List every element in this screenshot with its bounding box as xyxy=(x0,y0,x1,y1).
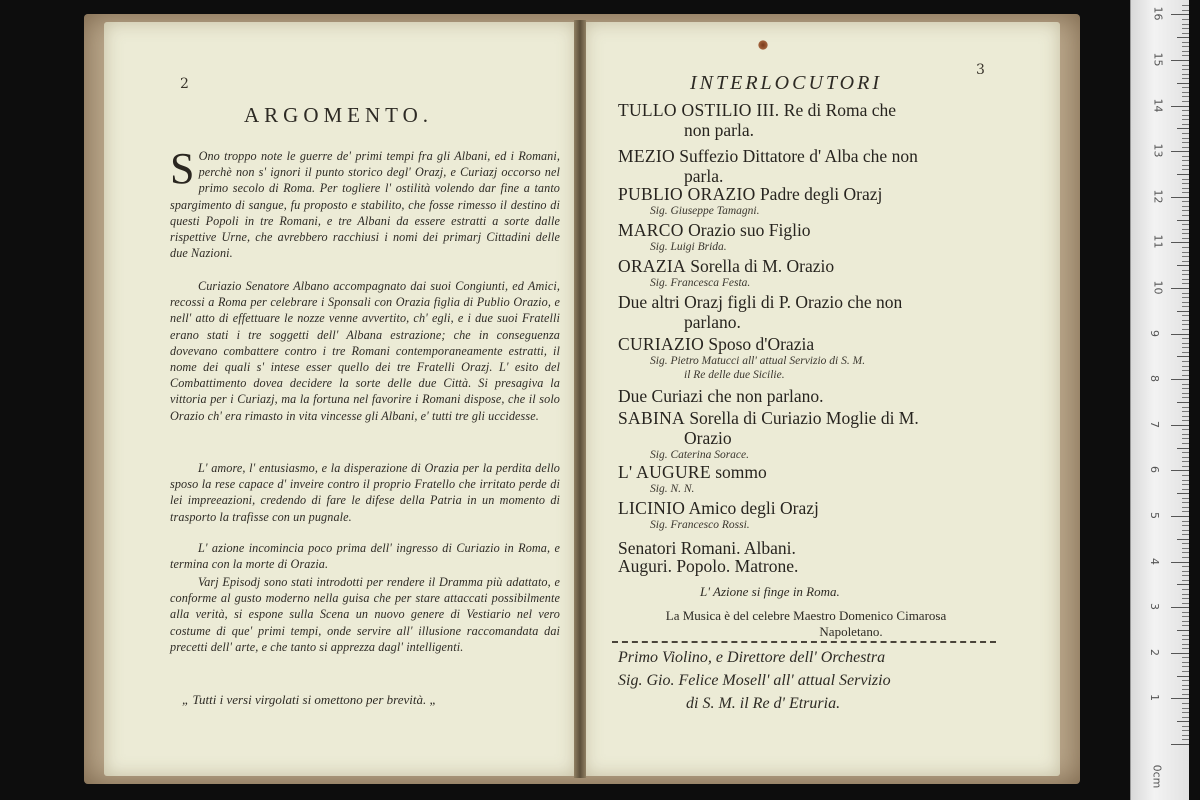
ruler-tick xyxy=(1182,666,1189,667)
character-description: Sorella di M. Orazio xyxy=(690,256,835,276)
cast-entry xyxy=(618,408,1048,462)
character-description: Orazio suo Figlio xyxy=(688,220,811,240)
ruler-tick xyxy=(1182,489,1189,490)
ruler-tick xyxy=(1182,256,1189,257)
character-name: MEZIO xyxy=(618,146,675,166)
ruler-tick xyxy=(1182,416,1189,417)
ruler-tick xyxy=(1171,607,1189,608)
singer-name: Sig. Caterina Sorace. xyxy=(650,449,750,461)
ruler-tick xyxy=(1182,507,1189,508)
character-description: sommo xyxy=(715,462,767,482)
ruler-tick xyxy=(1182,210,1189,211)
ruler-tick xyxy=(1182,461,1189,462)
ruler-tick xyxy=(1171,14,1189,15)
ruler-tick xyxy=(1182,156,1189,157)
ruler-tick xyxy=(1177,265,1189,266)
ruler-label: 14 xyxy=(1151,98,1165,113)
character-description: Due Curiazi che non parlano. xyxy=(618,386,824,406)
ruler-tick xyxy=(1182,65,1189,66)
ruler-label: 6 xyxy=(1148,466,1161,474)
character-description: Padre degli Orazj xyxy=(759,184,883,204)
character-name: LICINIO xyxy=(618,498,686,518)
ruler-tick xyxy=(1182,621,1189,622)
ruler-tick xyxy=(1177,402,1189,403)
cast-role xyxy=(618,256,834,276)
ruler-tick xyxy=(1182,589,1189,590)
ruler-tick xyxy=(1182,612,1189,613)
ruler-tick xyxy=(1177,448,1189,449)
ruler-tick xyxy=(1182,384,1189,385)
right-page-number: 3 xyxy=(976,62,985,78)
ruler-tick xyxy=(1182,434,1189,435)
ruler-tick xyxy=(1182,575,1189,576)
ruler-tick xyxy=(1171,60,1189,61)
ruler-tick xyxy=(1177,676,1189,677)
cast-role xyxy=(618,292,902,312)
cast-role xyxy=(618,220,811,240)
character-description: Amico degli Orazj xyxy=(688,498,819,518)
ruler-label: 2 xyxy=(1148,648,1161,656)
cast-entry xyxy=(618,556,1048,576)
ruler-tick xyxy=(1182,320,1189,321)
ruler-tick xyxy=(1182,598,1189,599)
ruler-tick xyxy=(1177,356,1189,357)
character-description: Senatori Romani. Albani. xyxy=(618,538,796,558)
ruler-tick xyxy=(1182,297,1189,298)
ruler-tick xyxy=(1182,639,1189,640)
ruler-label: 12 xyxy=(1151,189,1165,204)
ruler-tick xyxy=(1182,165,1189,166)
ruler-tick xyxy=(1182,28,1189,29)
ruler-tick xyxy=(1182,87,1189,88)
ruler-tick xyxy=(1182,685,1189,686)
ruler-tick xyxy=(1182,160,1189,161)
ruler-tick xyxy=(1182,133,1189,134)
ruler-label: 15 xyxy=(1151,52,1165,67)
ruler-tick xyxy=(1182,429,1189,430)
paragraph-1 xyxy=(170,144,560,261)
credit-line-1: Primo Violino, e Direttore dell' Orchestra xyxy=(618,649,886,666)
singer-name: Sig. Francesca Festa. xyxy=(650,277,751,289)
paragraph-1-text: Ono troppo note le guerre de' primi tempi fra gli Albani, ed i Romani, perchè non s' ignori il punto storico degl' Orazj, e Curiazj occorso nel primo secolo di Roma. Per togliere l' ostilità volendo dar fine a tanto spargimento di sangue, fu proposto e stabilito, che fosse rimesso il destino di questi Popoli in tre Romani, e tre Albani da essere estratti a sorte dalle rispettive Urne, che avrebbero racchiusi i nomi dei primarj Cittadini delle due Nazioni. xyxy=(170,149,560,261)
ruler-tick xyxy=(1182,438,1189,439)
cast-role xyxy=(618,556,798,576)
character-name: PUBLIO ORAZIO xyxy=(618,184,756,204)
ruler-unit-label: 0cm xyxy=(1150,764,1164,789)
interlocutori-title: INTERLOCUTORI xyxy=(690,72,882,94)
measurement-ruler xyxy=(1130,0,1189,800)
description-continuation: Orazio xyxy=(684,428,732,448)
ruler-label: 10 xyxy=(1151,280,1165,295)
ruler-tick xyxy=(1182,147,1189,148)
ruler-tick xyxy=(1182,78,1189,79)
ruler-tick xyxy=(1182,717,1189,718)
footnote: „ Tutti i versi virgolati si omettono per brevità. „ xyxy=(182,692,437,707)
ruler-tick xyxy=(1182,502,1189,503)
ruler-tick xyxy=(1182,352,1189,353)
credit-line-3: di S. M. il Re d' Etruria. xyxy=(686,695,841,712)
ruler-tick xyxy=(1182,530,1189,531)
ruler-tick xyxy=(1182,293,1189,294)
cast-entry xyxy=(618,184,1048,218)
singer-name: Sig. Giuseppe Tamagni. xyxy=(650,205,760,217)
ruler-tick xyxy=(1182,366,1189,367)
ruler-tick xyxy=(1182,671,1189,672)
ruler-tick xyxy=(1182,183,1189,184)
character-description: Sposo d'Orazia xyxy=(708,334,815,354)
ruler-label: 4 xyxy=(1148,557,1161,565)
ruler-tick xyxy=(1182,142,1189,143)
ruler-label: 7 xyxy=(1148,420,1161,428)
ruler-tick xyxy=(1182,169,1189,170)
ruler-label: 5 xyxy=(1148,512,1161,519)
ruler-tick xyxy=(1182,324,1189,325)
ruler-tick xyxy=(1182,247,1189,248)
ruler-tick xyxy=(1177,539,1189,540)
ruler-tick xyxy=(1171,744,1189,745)
ruler-tick xyxy=(1182,648,1189,649)
ruler-tick xyxy=(1182,484,1189,485)
cast-role xyxy=(618,386,824,406)
ruler-tick xyxy=(1182,279,1189,280)
ruler-tick xyxy=(1182,51,1189,52)
ruler-tick xyxy=(1171,151,1189,152)
cast-role xyxy=(618,334,814,354)
paragraph-2: Curiazio Senatore Albano accompagnato dai suoi Congiunti, ed Amici, recossi a Roma per celebrare i Sponsali con Orazia figlia di Publio Orazio, e nell' atto di effettuare le nozze venne avvertito, ch' egli, e i due suoi Fratelli erano stati i tre soggetti dell' Albana estrazione; che in conseguenza dovevano combattere contro i tre Romani contemporaneamente estratti, il nome dei quali s' intese esser quello dei tre Fratelli Orazj. L' esito del Combattimento dovea decidere la sorte delle due Città. Si presagiva la vittoria per i Curiazj, ma la fortuna nel favorire i Romani dispose, che il solo Orazio ch' era rimasto in vita vincesse gli Albani, e' tutti tre gli uccidesse. xyxy=(170,279,560,423)
cast-entry xyxy=(618,334,1048,382)
ruler-tick xyxy=(1177,584,1189,585)
drop-cap: S xyxy=(170,144,195,193)
ruler-tick xyxy=(1182,252,1189,253)
ruler-tick xyxy=(1182,55,1189,56)
ruler-tick xyxy=(1182,571,1189,572)
ruler-label: 11 xyxy=(1151,234,1165,249)
ruler-tick xyxy=(1182,525,1189,526)
ruler-tick xyxy=(1182,338,1189,339)
ruler-tick xyxy=(1182,274,1189,275)
ruler-tick xyxy=(1177,83,1189,84)
music-credit xyxy=(616,608,996,640)
ruler-tick xyxy=(1177,721,1189,722)
ruler-tick xyxy=(1182,694,1189,695)
ruler-tick xyxy=(1182,730,1189,731)
ruler-tick xyxy=(1182,306,1189,307)
cast-role xyxy=(618,146,918,166)
ruler-tick xyxy=(1182,703,1189,704)
cast-role xyxy=(618,100,896,120)
ruler-tick xyxy=(1177,174,1189,175)
ruler-tick xyxy=(1182,261,1189,262)
ruler-tick xyxy=(1182,188,1189,189)
cast-entry xyxy=(618,256,1048,290)
ruler-tick xyxy=(1182,739,1189,740)
ruler-tick xyxy=(1182,233,1189,234)
ruler-tick xyxy=(1182,42,1189,43)
ruler-tick xyxy=(1182,375,1189,376)
setting-line: L' Azione si finge in Roma. xyxy=(700,584,840,599)
ruler-tick xyxy=(1182,521,1189,522)
ruler-tick xyxy=(1182,224,1189,225)
ruler-tick xyxy=(1182,138,1189,139)
character-name: MARCO xyxy=(618,220,684,240)
book-gutter xyxy=(574,20,586,778)
ruler-tick xyxy=(1182,388,1189,389)
ruler-tick xyxy=(1182,708,1189,709)
ruler-tick xyxy=(1182,594,1189,595)
ruler-tick xyxy=(1182,552,1189,553)
ruler-tick xyxy=(1182,329,1189,330)
ruler-tick xyxy=(1182,115,1189,116)
ruler-label: 3 xyxy=(1148,603,1161,611)
ruler-tick xyxy=(1182,475,1189,476)
description-continuation: non parla. xyxy=(684,120,754,140)
ruler-tick xyxy=(1182,411,1189,412)
ruler-tick xyxy=(1182,466,1189,467)
ruler-tick xyxy=(1182,5,1189,6)
ruler-tick xyxy=(1182,74,1189,75)
ruler-tick xyxy=(1182,192,1189,193)
cast-role xyxy=(618,408,919,428)
character-name: TULLO OSTILIO III. xyxy=(618,100,780,120)
ruler-tick xyxy=(1171,106,1189,107)
character-description: Due altri Orazj figli di P. Orazio che non xyxy=(618,292,903,312)
cast-entry xyxy=(618,146,1048,186)
ruler-tick xyxy=(1182,548,1189,549)
ruler-tick xyxy=(1182,443,1189,444)
credit-line-2: Sig. Gio. Felice Mosell' all' attual Servizio xyxy=(618,672,891,689)
ruler-tick xyxy=(1171,516,1189,517)
ruler-tick xyxy=(1182,206,1189,207)
ruler-tick xyxy=(1171,698,1189,699)
ruler-tick xyxy=(1177,493,1189,494)
ruler-tick xyxy=(1171,288,1189,289)
ruler-tick xyxy=(1182,215,1189,216)
cast-entry xyxy=(618,100,1048,140)
ruler-tick xyxy=(1182,534,1189,535)
orchestra-credit xyxy=(618,646,998,715)
ruler-tick xyxy=(1182,397,1189,398)
ruler-tick xyxy=(1182,712,1189,713)
cast-role xyxy=(618,538,796,558)
ruler-tick xyxy=(1171,379,1189,380)
paragraph-5: Varj Episodj sono stati introdotti per rendere il Dramma più adattato, e conforme al gusto moderno nella guisa che per stare attaccati possibilmente alla verità, si espone sulla Scena un nuovo genere di Vestiario nel vero costume di que' primi tempi, onde servire all' illusione raccomandata dai precetti dell' arte, e che tanto si apprezza dagl' intelligenti. xyxy=(170,575,560,654)
ruler-tick xyxy=(1171,653,1189,654)
left-page-number: 2 xyxy=(180,76,189,92)
ruler-tick xyxy=(1171,242,1189,243)
cast-entry xyxy=(618,462,1048,496)
ruler-tick xyxy=(1182,420,1189,421)
ruler-label: 8 xyxy=(1148,375,1161,383)
ruler-tick xyxy=(1182,110,1189,111)
ruler-tick xyxy=(1182,498,1189,499)
ruler-tick xyxy=(1182,580,1189,581)
singer-name: Sig. N. N. xyxy=(650,483,695,495)
ruler-tick xyxy=(1182,347,1189,348)
music-line-1: La Musica è del celebre Maestro Domenico Cimarosa xyxy=(665,608,947,623)
character-description: Sorella di Curiazio Moglie di M. xyxy=(689,408,919,428)
ruler-tick xyxy=(1182,96,1189,97)
ruler-label: 16 xyxy=(1151,6,1165,21)
ruler-tick xyxy=(1182,69,1189,70)
ruler-tick xyxy=(1182,361,1189,362)
cast-role xyxy=(618,462,767,482)
ruler-tick xyxy=(1182,566,1189,567)
character-name: ORAZIA xyxy=(618,256,686,276)
paragraph-3: L' amore, l' entusiasmo, e la disperazione di Orazia per la perdita dello sposo la rese capace d' inveire contro il proprio Fratello che irritato perde di lei impreeazioni, credendo di fare le difese della Patria in un momento di trasporto la trafisse con un pugnale. xyxy=(170,461,560,524)
ruler-tick xyxy=(1182,511,1189,512)
ruler-tick xyxy=(1171,562,1189,563)
ruler-tick xyxy=(1182,343,1189,344)
ruler-tick xyxy=(1182,543,1189,544)
ruler-label: 1 xyxy=(1148,694,1161,702)
cast-role xyxy=(618,184,882,204)
cast-entry xyxy=(618,538,1048,558)
ruler-tick xyxy=(1182,680,1189,681)
ruler-tick xyxy=(1182,201,1189,202)
ruler-tick xyxy=(1182,315,1189,316)
ruler-tick xyxy=(1171,425,1189,426)
ruler-tick xyxy=(1182,370,1189,371)
ruler-tick xyxy=(1182,726,1189,727)
ruler-tick xyxy=(1182,283,1189,284)
ruler-tick xyxy=(1182,635,1189,636)
character-name: SABINA xyxy=(618,408,685,428)
cast-entry xyxy=(618,498,1048,532)
ruler-tick xyxy=(1182,616,1189,617)
ruler-tick xyxy=(1177,128,1189,129)
description-continuation: parla. xyxy=(684,166,724,186)
ruler-tick xyxy=(1182,229,1189,230)
character-name: CURIAZIO xyxy=(618,334,705,354)
ruler-tick xyxy=(1177,311,1189,312)
ruler-tick xyxy=(1182,657,1189,658)
ruler-tick xyxy=(1182,33,1189,34)
singer-name: Sig. Luigi Brida. xyxy=(650,241,727,253)
singer-name: Sig. Francesco Rossi. xyxy=(650,519,750,531)
ruler-tick xyxy=(1182,557,1189,558)
character-description: Suffezio Dittatore d' Alba che non xyxy=(679,146,918,166)
ruler-tick xyxy=(1182,24,1189,25)
character-description: Auguri. Popolo. Matrone. xyxy=(618,556,799,576)
cast-entry xyxy=(618,386,1048,406)
ruler-tick xyxy=(1182,10,1189,11)
ruler-tick xyxy=(1182,92,1189,93)
ruler-tick xyxy=(1182,407,1189,408)
singer-name-continuation: il Re delle due Sicilie. xyxy=(684,369,785,381)
character-name: L' AUGURE xyxy=(618,462,711,482)
ruler-tick xyxy=(1182,302,1189,303)
cast-entry xyxy=(618,292,1048,332)
ruler-tick xyxy=(1177,37,1189,38)
ruler-tick xyxy=(1182,689,1189,690)
ruler-tick xyxy=(1182,124,1189,125)
ruler-tick xyxy=(1182,625,1189,626)
ruler-tick xyxy=(1177,630,1189,631)
ruler-tick xyxy=(1182,735,1189,736)
ruler-tick xyxy=(1182,662,1189,663)
ink-stain xyxy=(758,40,768,50)
ruler-tick xyxy=(1171,334,1189,335)
ruler-tick xyxy=(1182,603,1189,604)
ruler-tick xyxy=(1182,101,1189,102)
ruler-tick xyxy=(1182,393,1189,394)
music-line-2: Napoletano. xyxy=(819,624,883,639)
cast-entry xyxy=(618,220,1048,254)
ruler-tick xyxy=(1182,480,1189,481)
ruler-tick xyxy=(1171,197,1189,198)
ruler-tick xyxy=(1182,452,1189,453)
ruler-tick xyxy=(1171,470,1189,471)
cast-role xyxy=(618,498,819,518)
ruler-tick xyxy=(1182,270,1189,271)
character-description: Re di Roma che xyxy=(783,100,897,120)
ruler-tick xyxy=(1182,644,1189,645)
ruler-tick xyxy=(1177,220,1189,221)
argomento-heading: ARGOMENTO. xyxy=(244,103,434,127)
singer-name: Sig. Pietro Matucci all' attual Servizio di S. M. xyxy=(650,355,866,367)
description-continuation: parlano. xyxy=(684,312,741,332)
ruler-tick xyxy=(1182,119,1189,120)
ruler-tick xyxy=(1182,46,1189,47)
paragraph-4: L' azione incomincia poco prima dell' ingresso di Curiazio in Roma, e termina con la morte di Orazia. xyxy=(170,541,560,572)
ruler-tick xyxy=(1182,179,1189,180)
ruler-tick xyxy=(1182,19,1189,20)
ruler-label: 9 xyxy=(1148,329,1161,337)
ruler-tick xyxy=(1182,238,1189,239)
ruler-label: 13 xyxy=(1151,143,1165,158)
ruler-tick xyxy=(1182,457,1189,458)
